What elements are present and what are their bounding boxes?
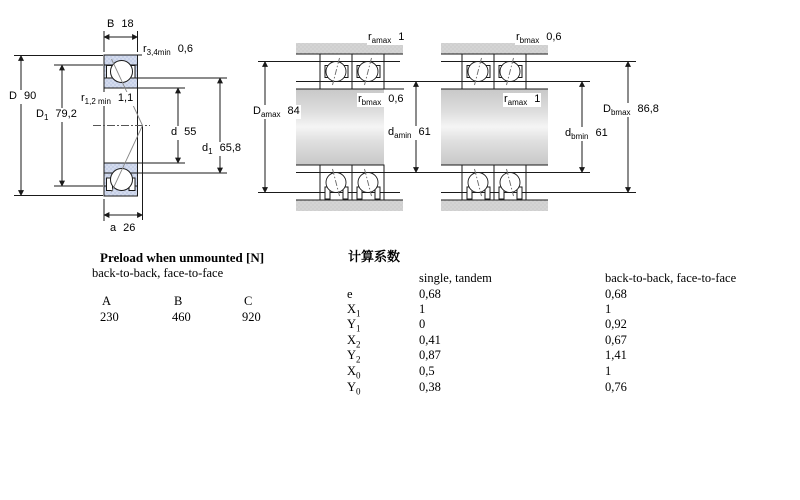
- factor-label: $X_0$: [347, 364, 361, 381]
- preload-subtitle: back-to-back, face-to-face: [92, 266, 224, 280]
- factor-value-single: 0,68: [419, 287, 441, 301]
- preload-col-b: B: [174, 294, 183, 308]
- factor-value-single: 0: [419, 317, 426, 331]
- dim-label-d1: $d_1$ 65,8: [202, 142, 241, 157]
- dim-label-r12: $r_{1,2 min}$ 1,1: [81, 92, 134, 107]
- dim-label-dbmin: $d_{bmin}$ 61: [565, 127, 608, 142]
- dim-label-rbmax-2: $r_{bmax}$ 0,6: [516, 31, 562, 46]
- factors-col-btb: back-to-back, face-to-face: [605, 271, 737, 285]
- factor-value-btb: 0,68: [605, 287, 627, 301]
- dim-label-Damax: $D_{amax}$ 84: [253, 105, 300, 120]
- factor-value-single: 0,87: [419, 348, 441, 362]
- dim-label-Dbmax: $D_{bmax}$ 86,8: [603, 103, 659, 118]
- preload-col-c: C: [244, 294, 253, 308]
- factor-label: $Y_1$: [347, 317, 361, 334]
- preload-col-a: A: [102, 294, 112, 308]
- dim-label-damin: $d_{amin}$ 61: [388, 126, 431, 141]
- factor-value-btb: 0,76: [605, 380, 627, 394]
- dim-label-d: d 55: [170, 126, 197, 140]
- factor-value-btb: 0,67: [605, 333, 627, 347]
- factors-col-single: single, tandem: [419, 271, 492, 285]
- factor-value-single: 0,41: [419, 333, 441, 347]
- factor-label: e: [347, 287, 353, 301]
- dim-label-B: B 18: [106, 18, 135, 32]
- dim-label-r34: $r_{3,4min}$ 0,6: [143, 43, 193, 58]
- factor-value-btb: 1,41: [605, 348, 627, 362]
- preload-title: Preload when unmounted [N]: [100, 250, 265, 265]
- factors-title: 计算系数: [348, 249, 401, 264]
- dim-label-rbmax-1: $r_{bmax}$ 0,6: [358, 93, 404, 108]
- factor-label: $X_2$: [347, 333, 361, 350]
- factor-value-btb: 1: [605, 364, 612, 378]
- factor-label: $Y_0$: [347, 380, 361, 397]
- factor-value-single: 0,5: [419, 364, 435, 378]
- preload-value-a: 230: [100, 310, 119, 324]
- dim-label-D: D 90: [8, 90, 37, 104]
- dim-label-D1: $D_1$ 79,2: [36, 108, 77, 123]
- preload-value-b: 460: [172, 310, 191, 324]
- dim-label-ramax-1: $r_{amax}$ 1: [368, 31, 405, 46]
- dim-label-a: a 26: [109, 222, 136, 236]
- factor-value-single: 0,38: [419, 380, 441, 394]
- factor-value-btb: 1: [605, 302, 612, 316]
- mounted-arrangement-2: [441, 43, 548, 211]
- factor-value-btb: 0,92: [605, 317, 627, 331]
- preload-value-c: 920: [242, 310, 261, 324]
- factor-value-single: 1: [419, 302, 426, 316]
- factor-label: $X_1$: [347, 302, 361, 319]
- dim-label-ramax-2: $r_{amax}$ 1: [504, 93, 541, 108]
- factor-label: $Y_2$: [347, 348, 361, 365]
